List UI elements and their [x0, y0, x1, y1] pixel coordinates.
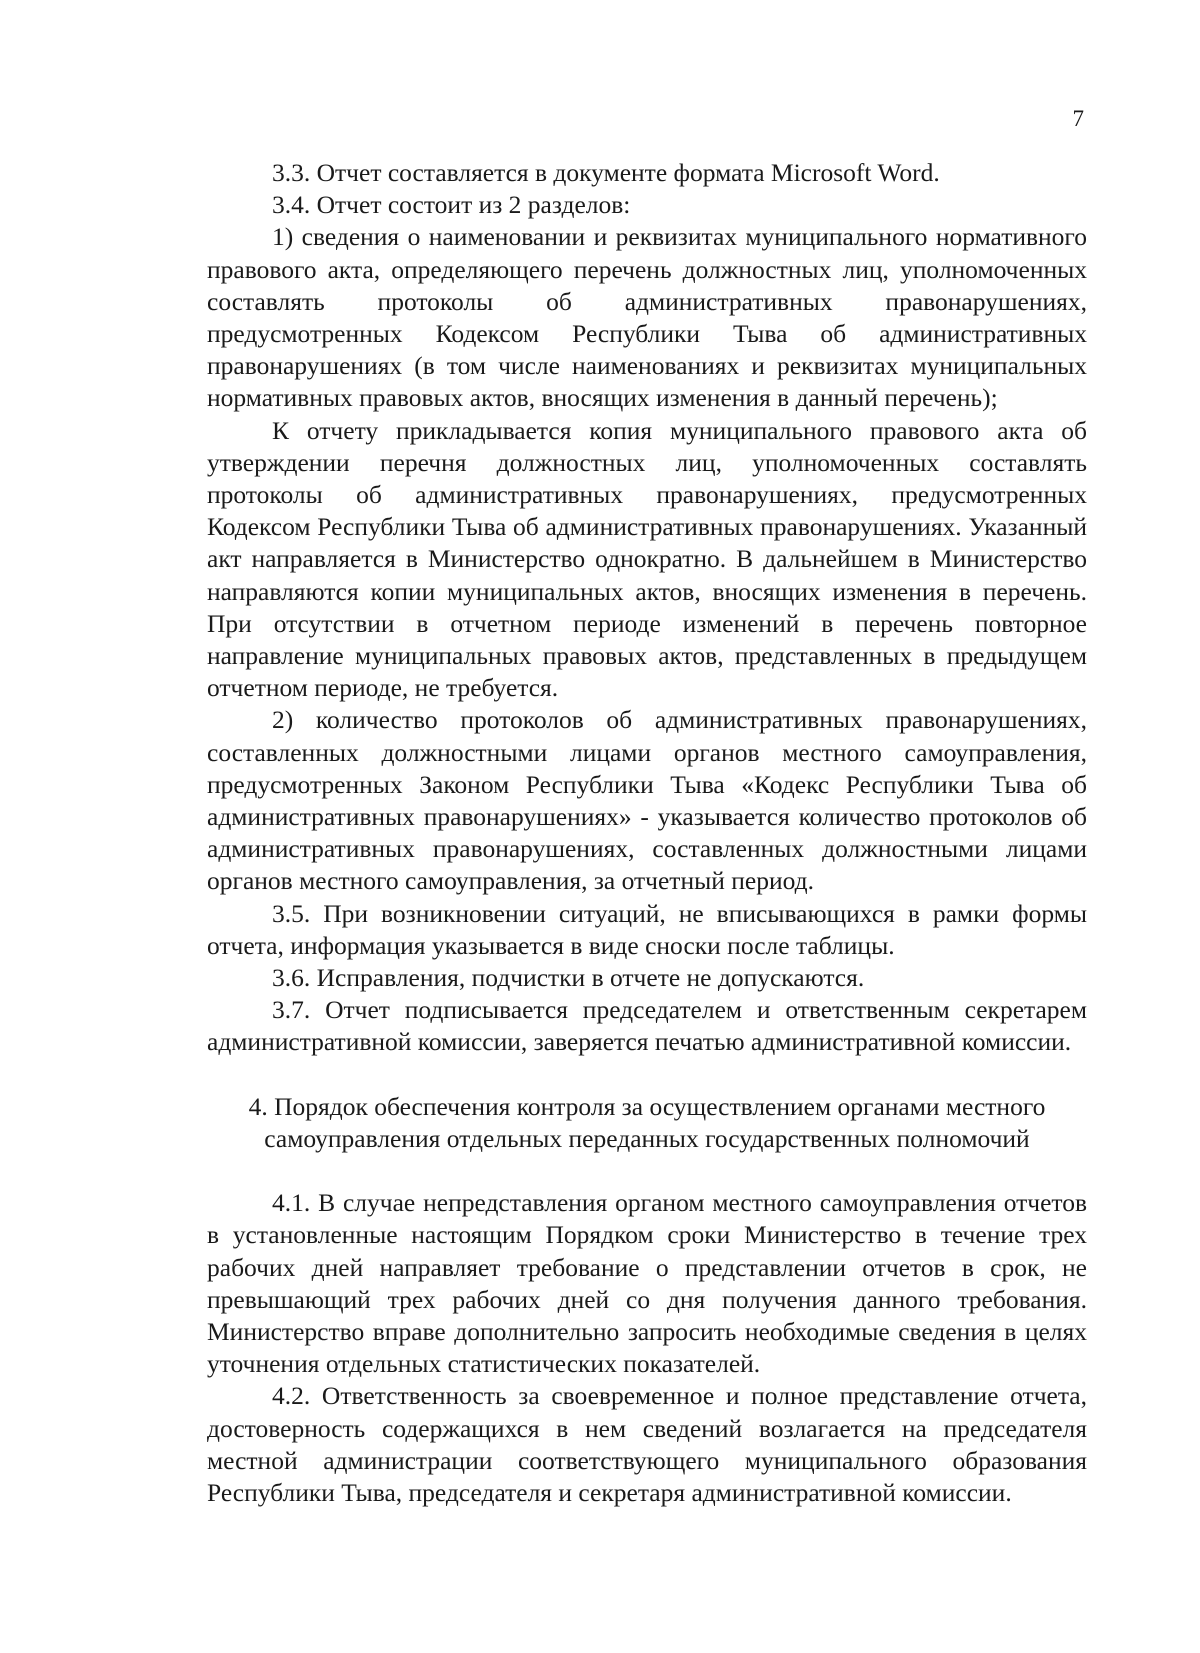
section-heading-line-1: 4. Порядок обеспечения контроля за осуществлением органами местного: [248, 1091, 1046, 1121]
paragraph-4-1: 4.1. В случае непредставления органом местного самоуправления отчетов в установленные настоящим Порядком сроки Министерство в течение трех рабочих дней направляет требование о представлении отчетов в срок, не превышающий трех рабочих дней со дня получения данного требования. Министерство вправе дополнительно запросить необходимые сведения в целях уточнения отдельных статистических показателей.: [207, 1188, 1087, 1379]
paragraph-attachment-note: К отчету прикладывается копия муниципального правового акта об утверждении перечня должностных лиц, уполномоченных составлять протоколы об административных правонарушениях, предусмотренных Кодексом Республики Тыва об административных правонарушениях. Указанный акт направляется в Министерство однократно. В дальнейшем в Министерство направляются копии муниципальных актов, вносящих изменения в перечень. При отсутствии в отчетном периоде изменений в перечень повторное направление муниципальных правовых актов, представленных в предыдущем отчетном периоде, не требуется.: [207, 415, 1087, 703]
paragraph-item-1: 1) сведения о наименовании и реквизитах муниципального нормативного правового акта, определяющего перечень должностных лиц, уполномоченных составлять протоколы об административных правонарушениях, предусмотренных Кодексом Республики Тыва об административных правонарушениях (в том числе наименованиях и реквизитах муниципальных нормативных правовых актов, вносящих изменения в данный перечень);: [207, 222, 1087, 413]
page-number: 7: [1072, 106, 1084, 131]
paragraph-3-4: 3.4. Отчет состоит из 2 разделов:: [272, 190, 631, 220]
paragraph-3-6: 3.6. Исправления, подчистки в отчете не допускаются.: [272, 963, 865, 993]
paragraph-item-2: 2) количество протоколов об административных правонарушениях, составленных должностными лицами органов местного самоуправления, предусмотренных Законом Республики Тыва «Кодекс Республики Тыва об административных правонарушениях» - указывается количество протоколов об административных правонарушениях, составленных должностными лицами органов местного самоуправления, за отчетный период.: [207, 705, 1087, 896]
section-4-heading: [207, 1091, 1087, 1155]
paragraph-3-7: 3.7. Отчет подписывается председателем и ответственным секретарем административной комиссии, заверяется печатью административной комиссии.: [207, 995, 1087, 1057]
section-heading-line-2: самоуправления отдельных переданных государственных полномочий: [264, 1123, 1030, 1153]
document-body: [207, 157, 1087, 1509]
paragraph-4-2: 4.2. Ответственность за своевременное и полное представление отчета, достоверность содержащихся в нем сведений возлагается на председателя местной администрации соответствующего муниципального образования Республики Тыва, председателя и секретаря административной комиссии.: [207, 1381, 1087, 1507]
paragraph-3-5: 3.5. При возникновении ситуаций, не вписывающихся в рамки формы отчета, информация указывается в виде сноски после таблицы.: [207, 898, 1087, 960]
paragraph-3-3: 3.3. Отчет составляется в документе формата Microsoft Word.: [272, 158, 940, 187]
